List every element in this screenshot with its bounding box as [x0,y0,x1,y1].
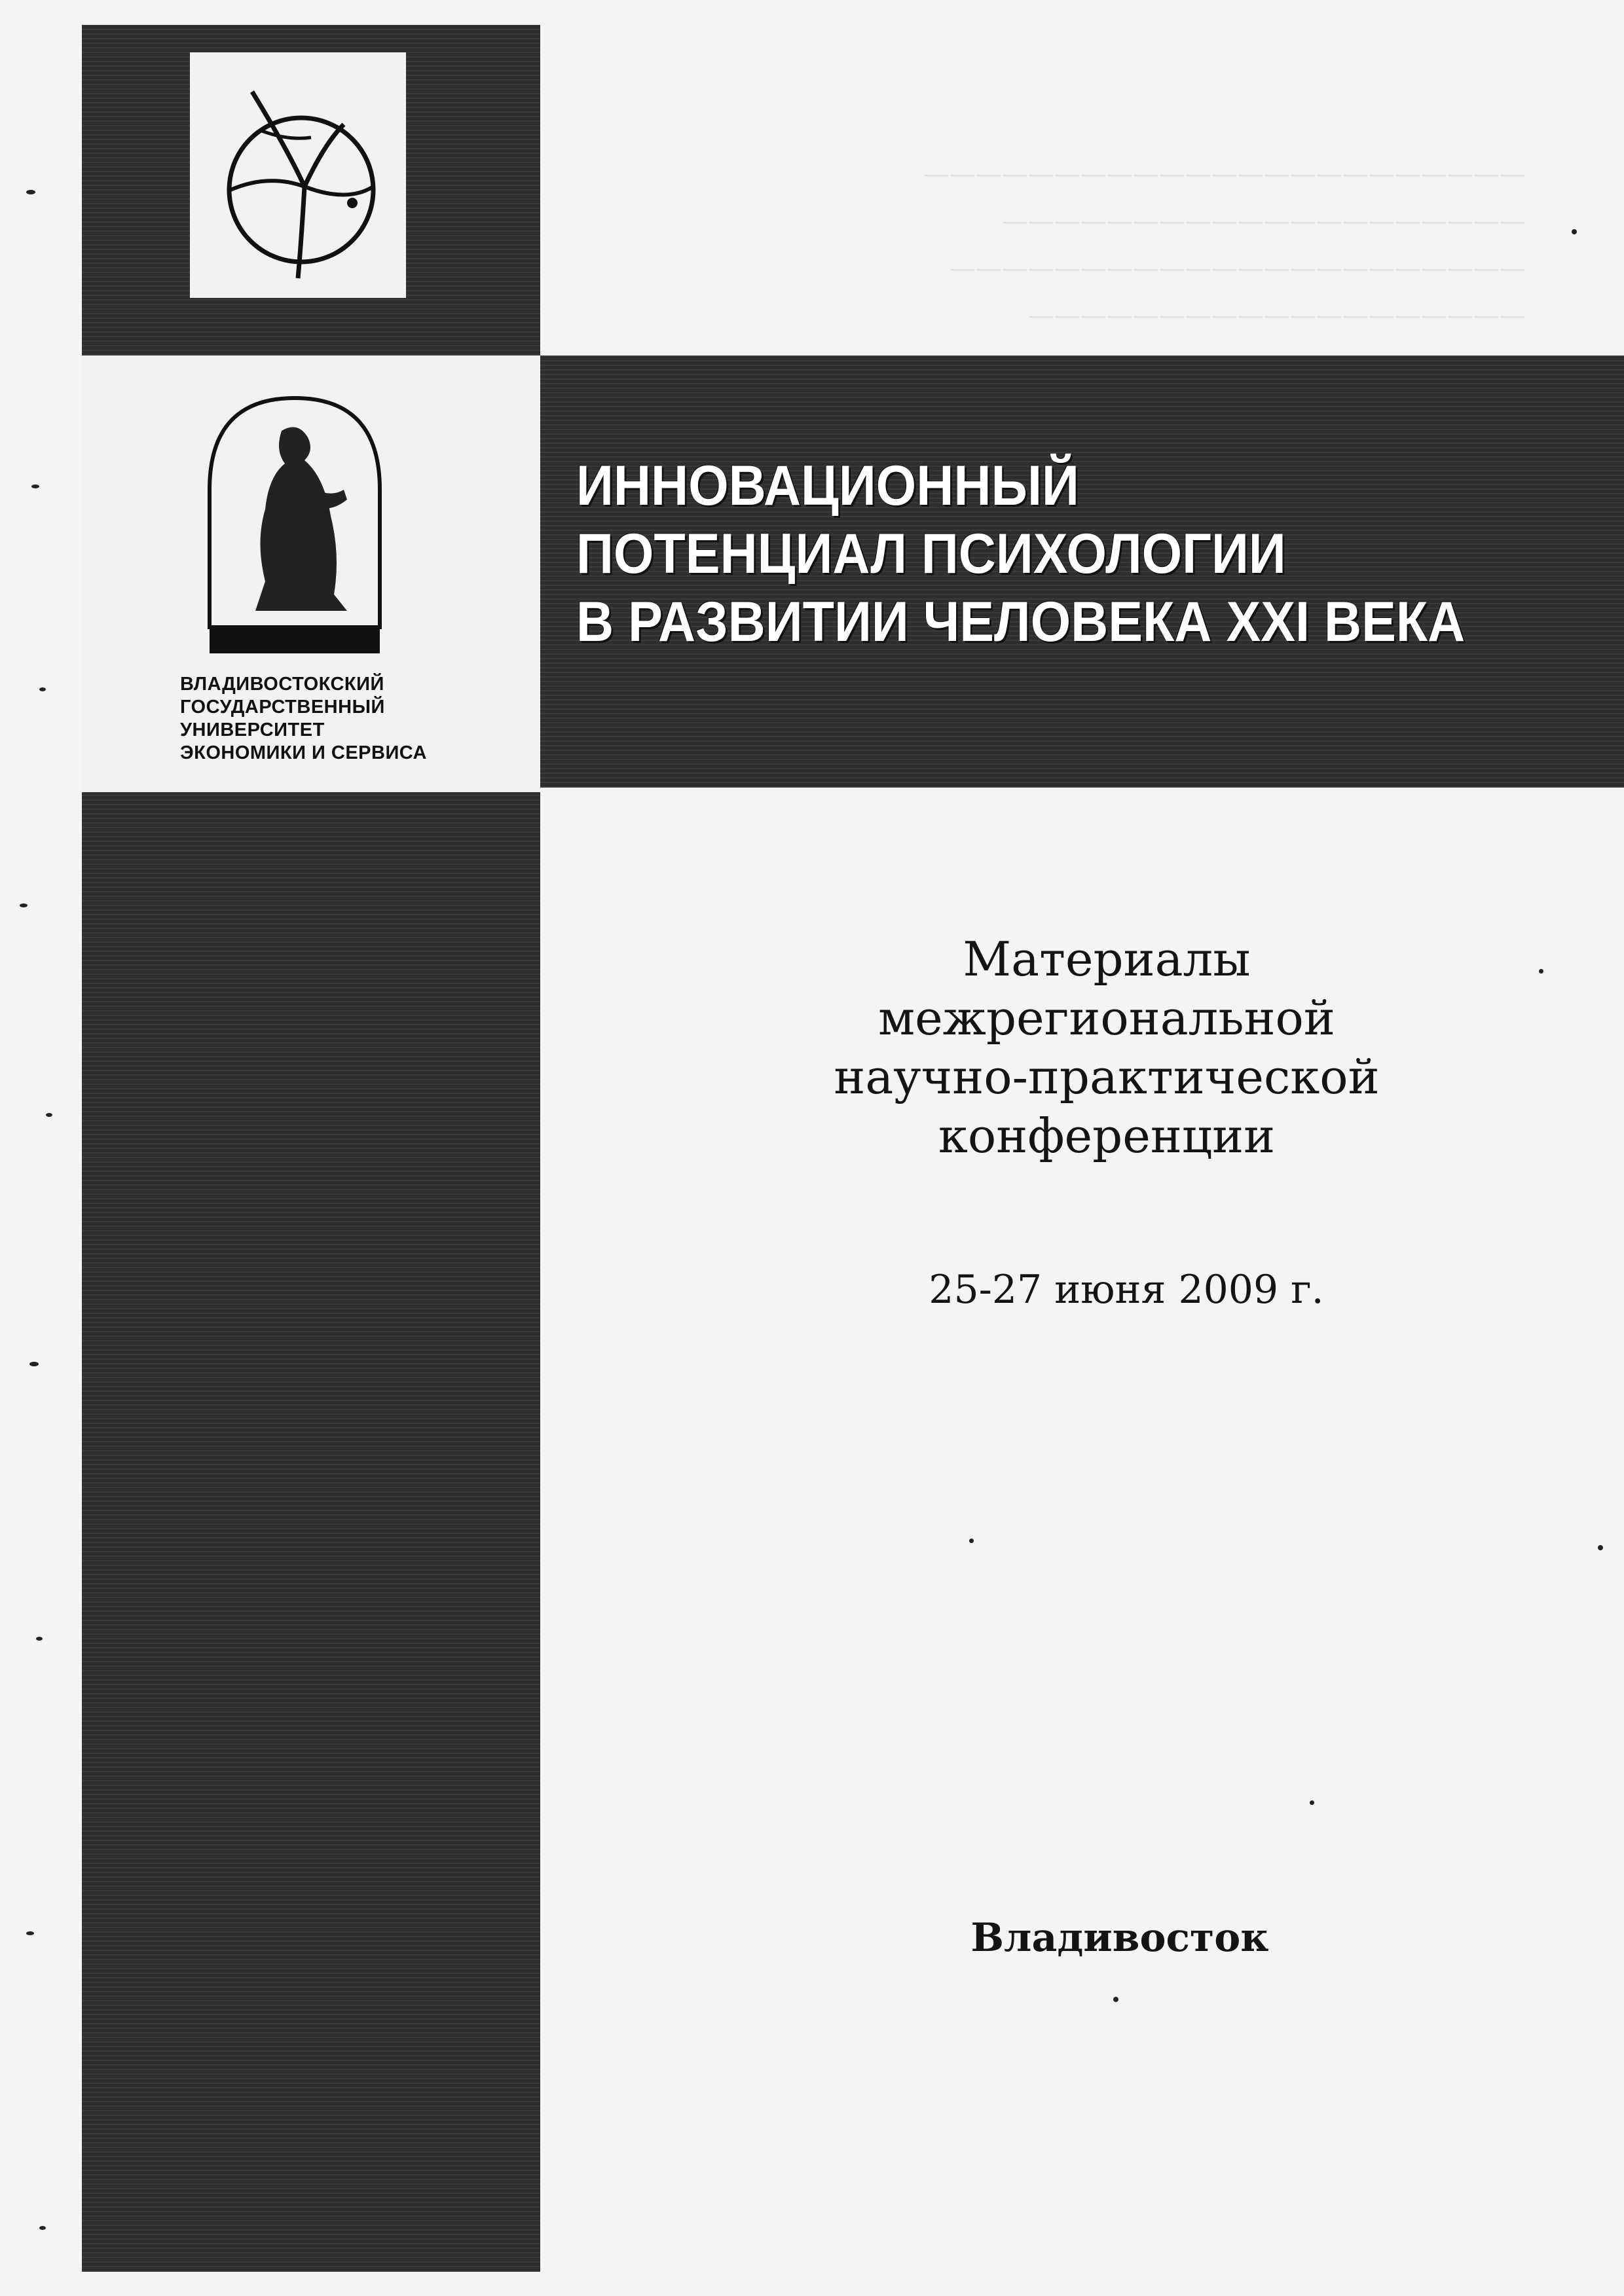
statue-emblem-icon [183,385,406,660]
university-name-line: ВЛАДИВОСТОКСКИЙ [180,674,384,695]
university-name-line: УНИВЕРСИТЕТ [180,720,325,740]
left-dark-column [82,792,540,2272]
university-panel [82,355,540,792]
conference-title [576,452,1528,656]
subtitle-line: научно-практической [834,1049,1380,1104]
subtitle-line: конференции [938,1108,1276,1163]
university-emblem [183,385,406,660]
title-line: В РАЗВИТИИ ЧЕЛОВЕКА XXI ВЕКА [576,591,1466,653]
conference-dates: 25-27 июня 2009 г. [929,1267,1324,1313]
university-name-line: ГОСУДАРСТВЕННЫЙ [180,697,385,718]
title-line: ПОТЕНЦИАЛ ПСИХОЛОГИИ [576,522,1286,585]
city-name: Владивосток [970,1915,1269,1961]
conference-logo [190,52,406,298]
university-name [180,673,534,765]
bleed-through-texture: ——————————————————————— ———————————————————— —————————————————————— ——————————————————— [923,159,1526,331]
title-line: ИННОВАЦИОННЫЙ [576,454,1079,517]
subtitle-line: Материалы [963,932,1251,987]
subtitle-line: межрегиональной [878,991,1335,1046]
proceedings-subtitle [753,930,1460,1165]
globe-logo-icon [190,52,406,298]
university-name-line: ЭКОНОМИКИ И СЕРВИСА [180,742,427,763]
